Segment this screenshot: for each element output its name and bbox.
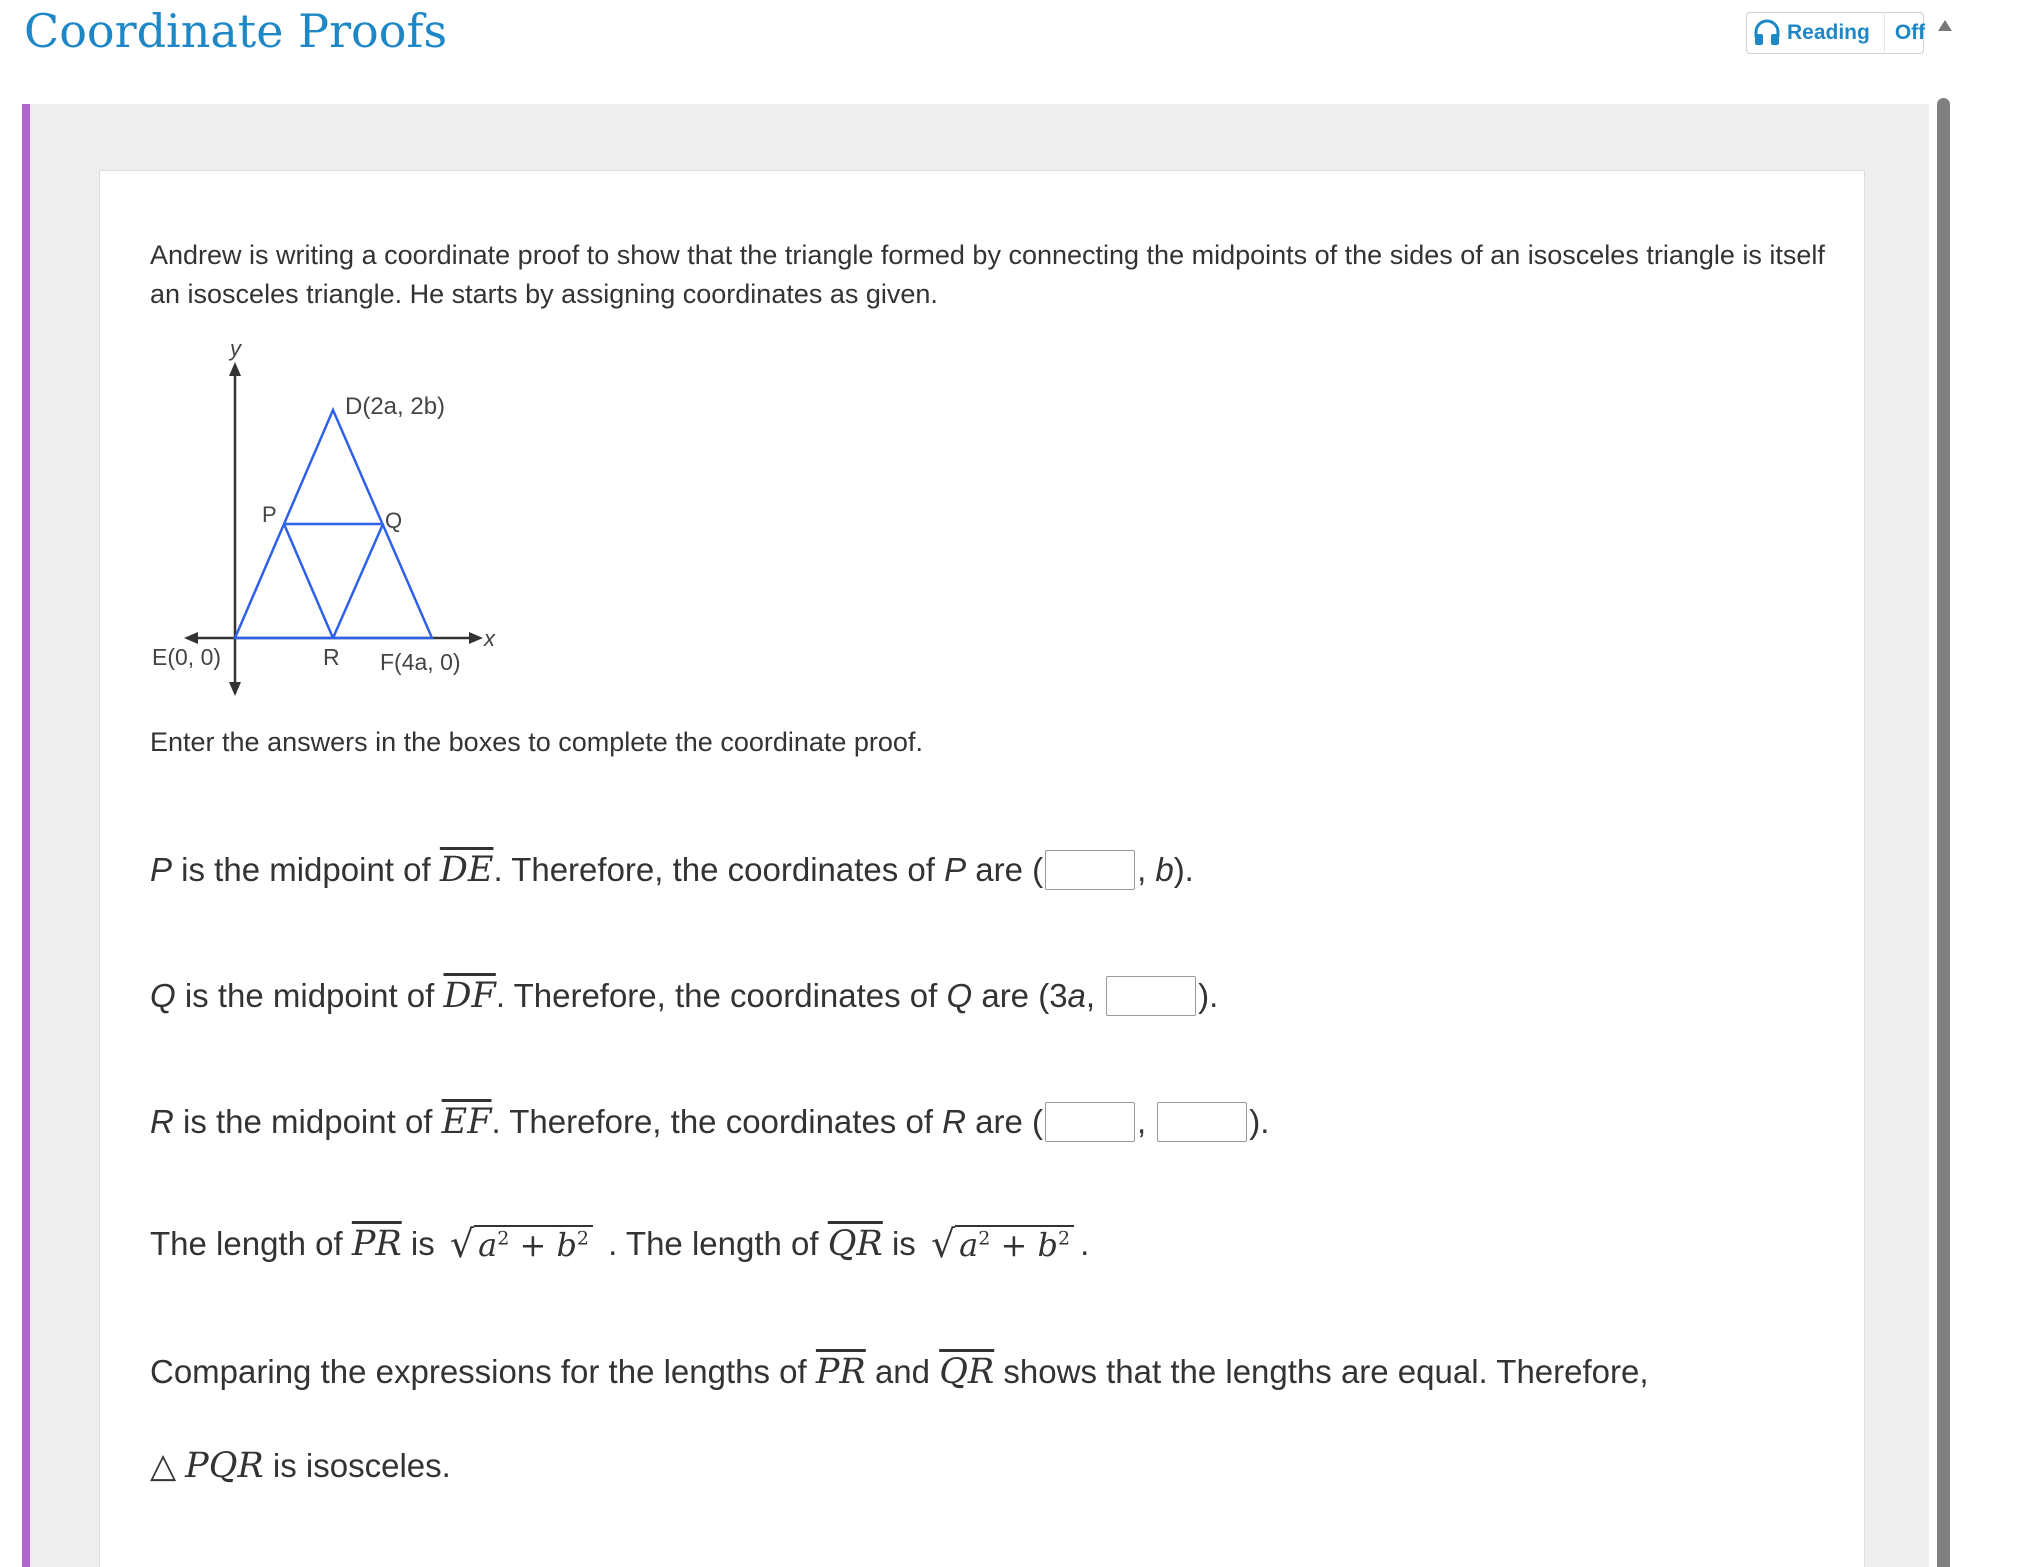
segment-PR: $\overline{PR}$: [815, 1352, 866, 1392]
point-P-label: P: [262, 502, 277, 527]
point-R-label: R: [323, 644, 340, 670]
segment-DF: $\overline{DF}$: [443, 976, 496, 1016]
scrollbar-thumb[interactable]: [1937, 98, 1950, 1567]
radical-sign-icon: √: [449, 1222, 475, 1267]
conclusion-line-1: Comparing the expressions for the lengths of $\overline{PR}$ and $\overline{QR}$ shows that the lengths are equal. Therefore,: [150, 1352, 1649, 1392]
radical-sign-icon: √: [930, 1222, 956, 1267]
x-axis-arrow-right-icon: [469, 632, 483, 644]
triangle-symbol-icon: △: [150, 1446, 177, 1486]
page-title: Coordinate Proofs: [24, 4, 448, 58]
proof-step-2: Q is the midpoint of $\overline{DF}$ . Therefore, the coordinates of Q are (3 a , ).: [150, 976, 1219, 1016]
point-Q-label: Q: [385, 508, 403, 533]
answer-box-q-y[interactable]: [1106, 976, 1196, 1016]
headphones-icon: [1753, 20, 1781, 46]
segment-QR: [333, 524, 383, 638]
x-axis-arrow-left-icon: [184, 632, 198, 644]
y-axis-label: y: [230, 336, 241, 361]
proof-step-3: R is the midpoint of $\overline{EF}$ . Therefore, the coordinates of R are ( , ).: [150, 1102, 1270, 1142]
point-D-label: D(2a, 2b): [345, 393, 446, 420]
segment-PR: [284, 524, 333, 638]
coordinate-graph: [140, 330, 495, 710]
point-E-label: E(0, 0): [152, 644, 222, 670]
segment-EF: $\overline{EF}$: [441, 1102, 492, 1142]
answer-box-r-y[interactable]: [1157, 1102, 1247, 1142]
reading-toggle[interactable]: [1746, 12, 1924, 54]
y-axis-arrow-up-icon: [229, 362, 241, 376]
sqrt-expression-qr: √ $a^2 + b^2$: [931, 1225, 1074, 1264]
answer-box-r-x[interactable]: [1045, 1102, 1135, 1142]
segment-QR: $\overline{QR}$: [939, 1352, 995, 1392]
conclusion-line-2: △ PQR is isosceles.: [150, 1446, 451, 1486]
reading-state: Off: [1884, 12, 1925, 54]
proof-step-4: The length of $\overline{PR}$ is √ $a^2 + b^2$ . The length of $\overline{QR}$ is √ $a^2 + b^2$ .: [150, 1222, 1090, 1267]
reading-label: Reading: [1787, 21, 1870, 44]
question-intro: Andrew is writing a coordinate proof to show that the triangle formed by connecting the midpoints of the sides of an isosceles triangle is itself an isosceles triangle. He starts by assigning coordinates as given.: [150, 240, 1825, 309]
proof-step-1: P is the midpoint of $\overline{DE}$ . Therefore, the coordinates of P are ( , b ).: [150, 850, 1194, 890]
sqrt-expression-pr: √ $a^2 + b^2$: [450, 1225, 593, 1264]
y-axis-arrow-down-icon: [229, 682, 241, 696]
answer-box-p-x[interactable]: [1045, 850, 1135, 890]
segment-DE: $\overline{DE}$: [439, 850, 494, 890]
segment-QR: $\overline{QR}$: [827, 1224, 883, 1264]
scroll-up-arrow-icon[interactable]: [1938, 20, 1952, 31]
point-F-label: F(4a, 0): [380, 649, 461, 675]
x-axis-label: x: [484, 626, 495, 651]
instructions: Enter the answers in the boxes to complete the coordinate proof.: [150, 727, 923, 757]
segment-PR: $\overline{PR}$: [351, 1224, 402, 1264]
